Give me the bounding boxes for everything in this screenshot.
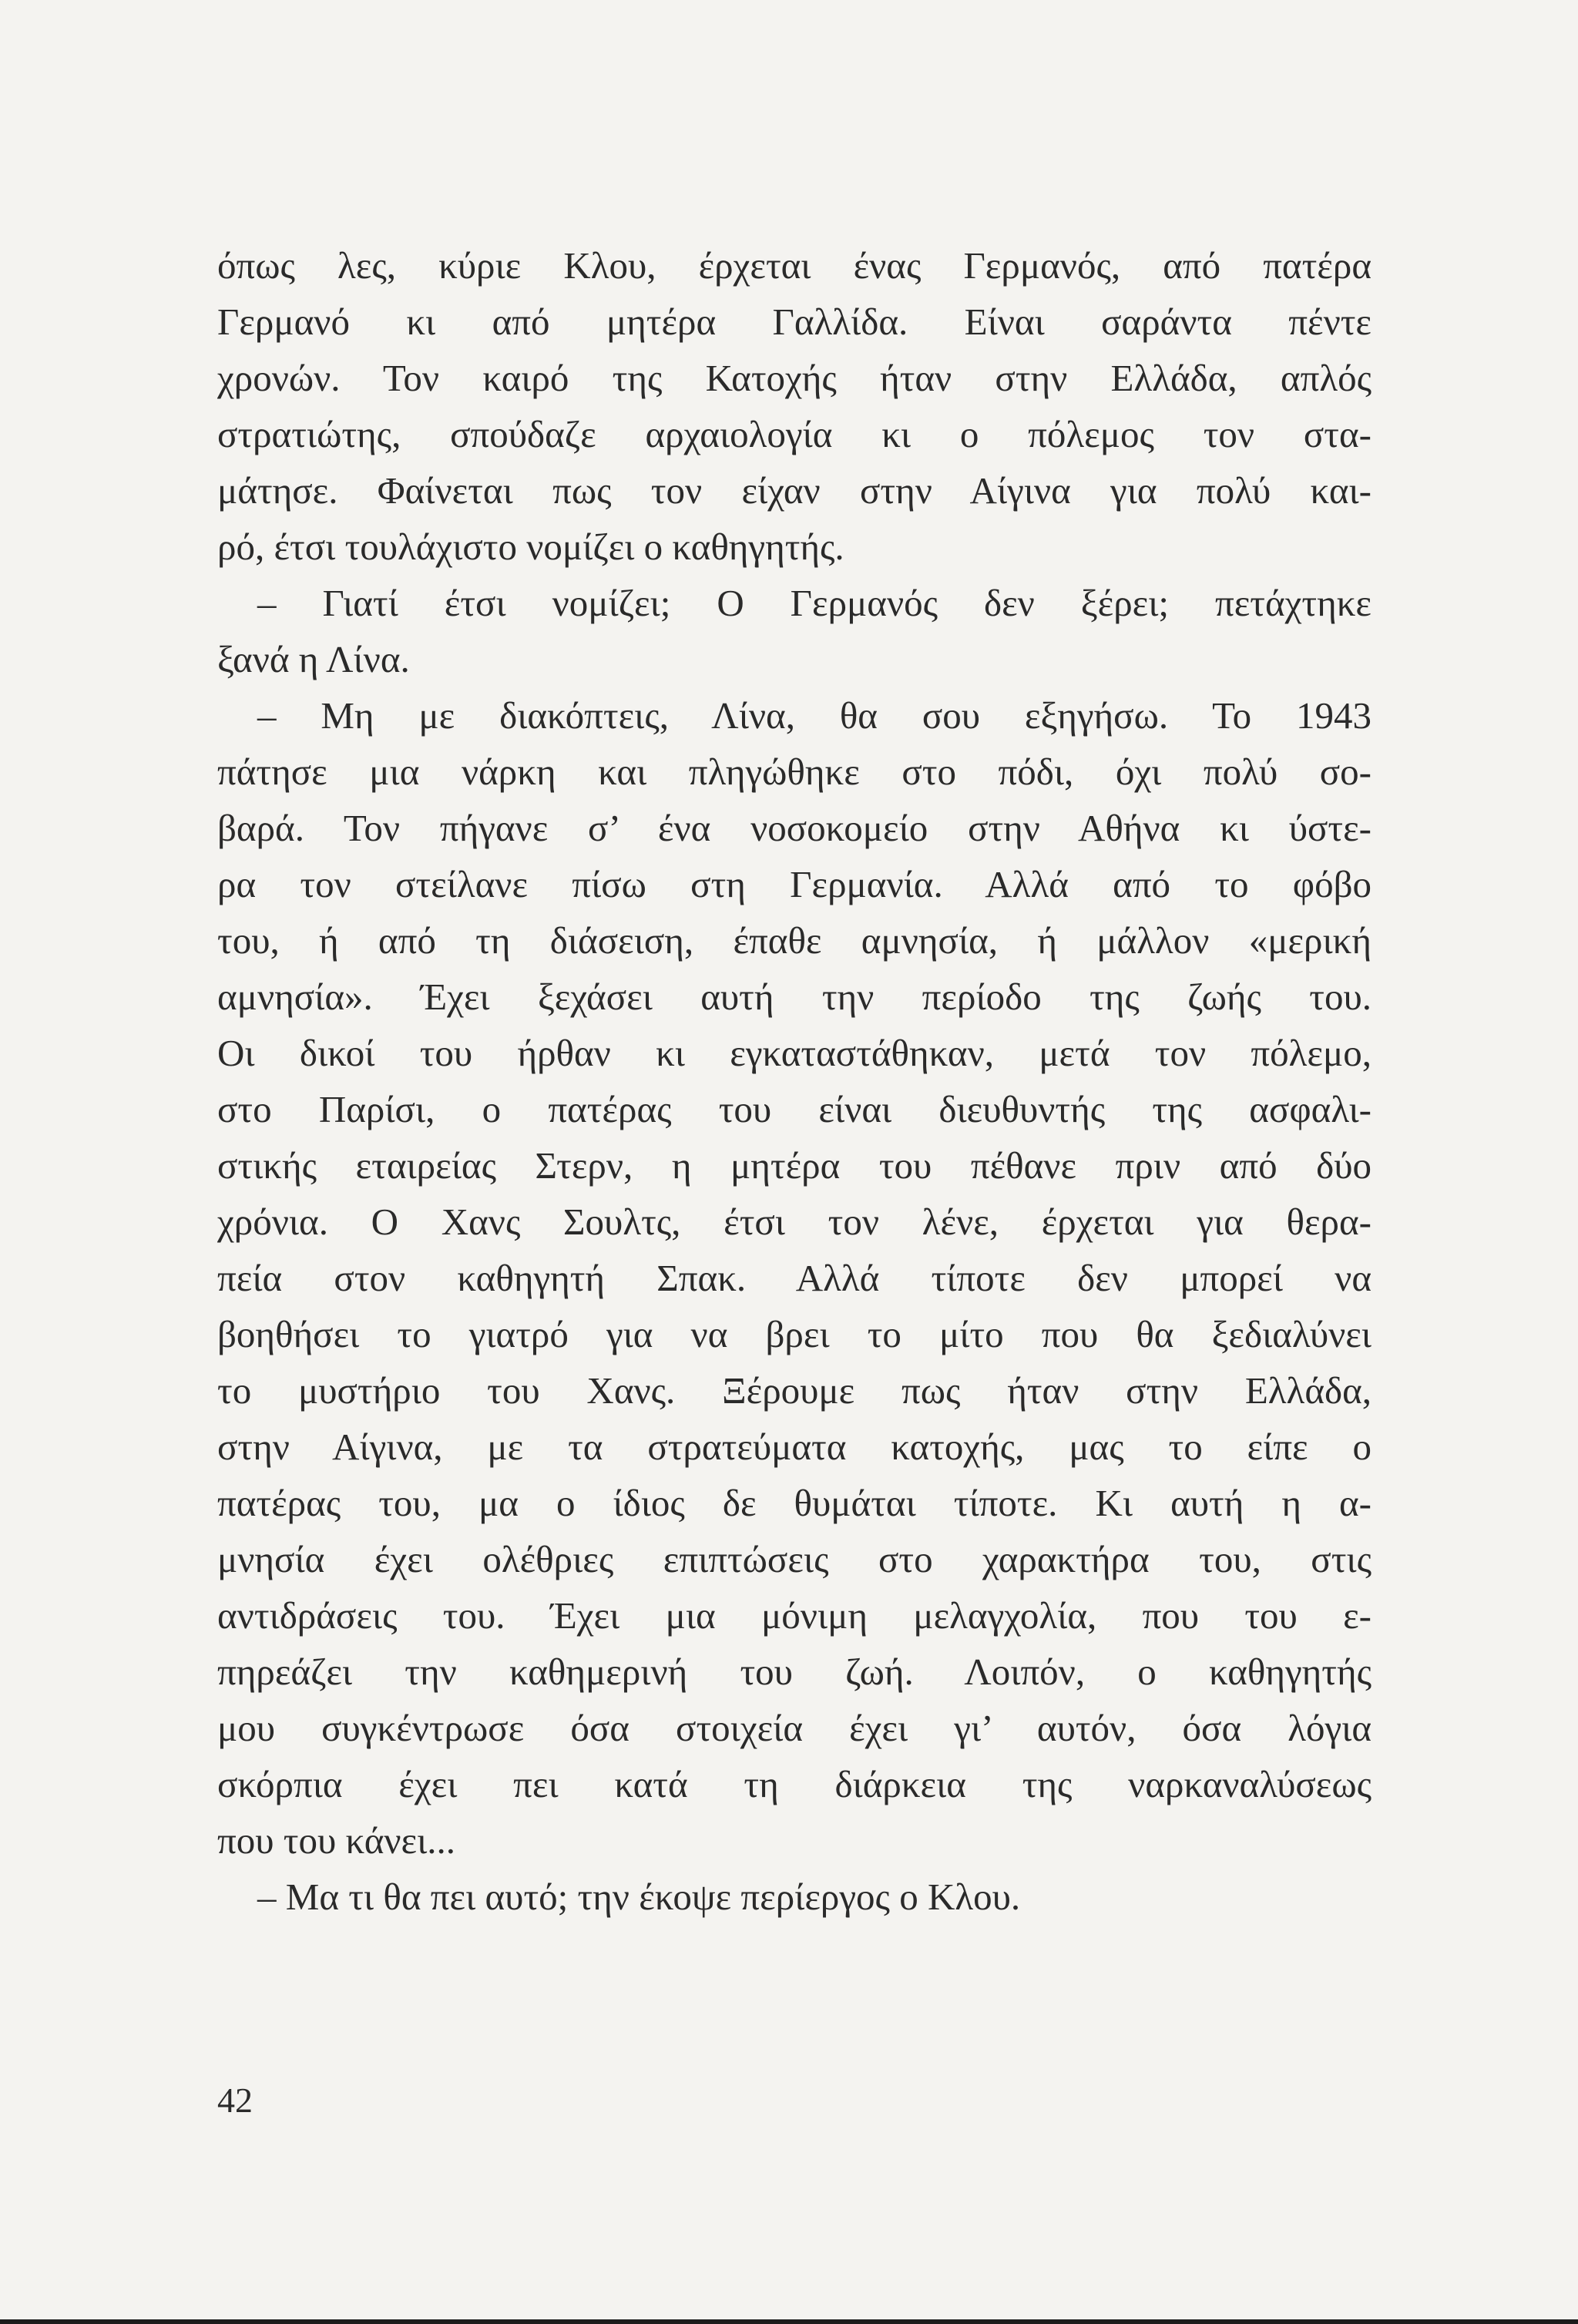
text-line: σκόρπια έχει πει κατά τη διάρκεια της ναρκαναλύσεως [217,1763,1372,1805]
text-line: στικής εταιρείας Στερν, η μητέρα του πέθανε πριν από δύο [217,1144,1372,1187]
text-line: – Μα τι θα πει αυτό; την έκοψε περίεργος ο Κλου. [257,1876,1021,1918]
text-line: βαρά. Τον πήγανε σ’ ένα νοσοκομείο στην Αθήνα κι ύστε- [217,807,1372,849]
text-line: Οι δικοί του ήρθαν κι εγκαταστάθηκαν, μετά τον πόλεμο, [217,1032,1372,1074]
text-line: – Γιατί έτσι νομίζει; Ο Γερμανός δεν ξέρει; πετάχτηκε [257,582,1372,624]
text-line: αμνησία». Έχει ξεχάσει αυτή την περίοδο της ζωής του. [217,976,1372,1018]
text-line: ρα τον στείλανε πίσω στη Γερμανία. Αλλά από το φόβο [217,863,1372,905]
paragraph [217,687,1372,1869]
scan-edge [0,2319,1578,2324]
text-line: πάτησε μια νάρκη και πληγώθηκε στο πόδι, όχι πολύ σο- [217,751,1372,793]
text-line: βοηθήσει το γιατρό για να βρει το μίτο που θα ξεδιαλύνει [217,1313,1372,1355]
text-line: στην Αίγινα, με τα στρατεύματα κατοχής, μας το είπε ο [217,1426,1372,1468]
text-line: όπως λες, κύριε Κλου, έρχεται ένας Γερμανός, από πατέρα [217,244,1372,287]
body-text [217,237,1372,1925]
text-line: χρονών. Τον καιρό της Κατοχής ήταν στην Ελλάδα, απλός [217,357,1372,399]
text-line: πηρεάζει την καθημερινή του ζωή. Λοιπόν, ο καθηγητής [217,1651,1372,1693]
paragraph [217,1869,1372,1925]
text-line: αντιδράσεις του. Έχει μια μόνιμη μελαγχολία, που του ε- [217,1594,1372,1637]
text-line: μάτησε. Φαίνεται πως τον είχαν στην Αίγινα για πολύ και- [217,469,1372,512]
paragraph [217,237,1372,575]
text-line: στρατιώτης, σπούδαζε αρχαιολογία κι ο πόλεμος τον στα- [217,413,1372,455]
text-line: πατέρας του, μα ο ίδιος δε θυμάται τίποτε. Κι αυτή η α- [217,1482,1372,1524]
text-line: χρόνια. Ο Χανς Σουλτς, έτσι τον λένε, έρχεται για θερα- [217,1201,1372,1243]
text-line: Γερμανό κι από μητέρα Γαλλίδα. Είναι σαράντα πέντε [217,301,1372,343]
text-line: πεία στον καθηγητή Σπακ. Αλλά τίποτε δεν μπορεί να [217,1257,1372,1299]
page-number: 42 [217,2081,253,2120]
text-line: – Μη με διακόπτεις, Λίνα, θα σου εξηγήσω. Το 1943 [257,694,1372,737]
text-line: που του κάνει... [217,1819,456,1862]
text-line: ξανά η Λίνα. [217,638,410,680]
paragraph [217,575,1372,687]
text-line: ρό, έτσι τουλάχιστο νομίζει ο καθηγητής. [217,526,844,568]
text-line: στο Παρίσι, ο πατέρας του είναι διευθυντής της ασφαλι- [217,1088,1372,1130]
text-line: του, ή από τη διάσειση, έπαθε αμνησία, ή μάλλον «μερική [217,919,1372,962]
text-line: μνησία έχει ολέθριες επιπτώσεις στο χαρακτήρα του, στις [217,1538,1372,1580]
text-line: μου συγκέντρωσε όσα στοιχεία έχει γι’ αυτόν, όσα λόγια [217,1707,1372,1749]
text-line: το μυστήριο του Χανς. Ξέρουμε πως ήταν στην Ελλάδα, [217,1369,1372,1412]
